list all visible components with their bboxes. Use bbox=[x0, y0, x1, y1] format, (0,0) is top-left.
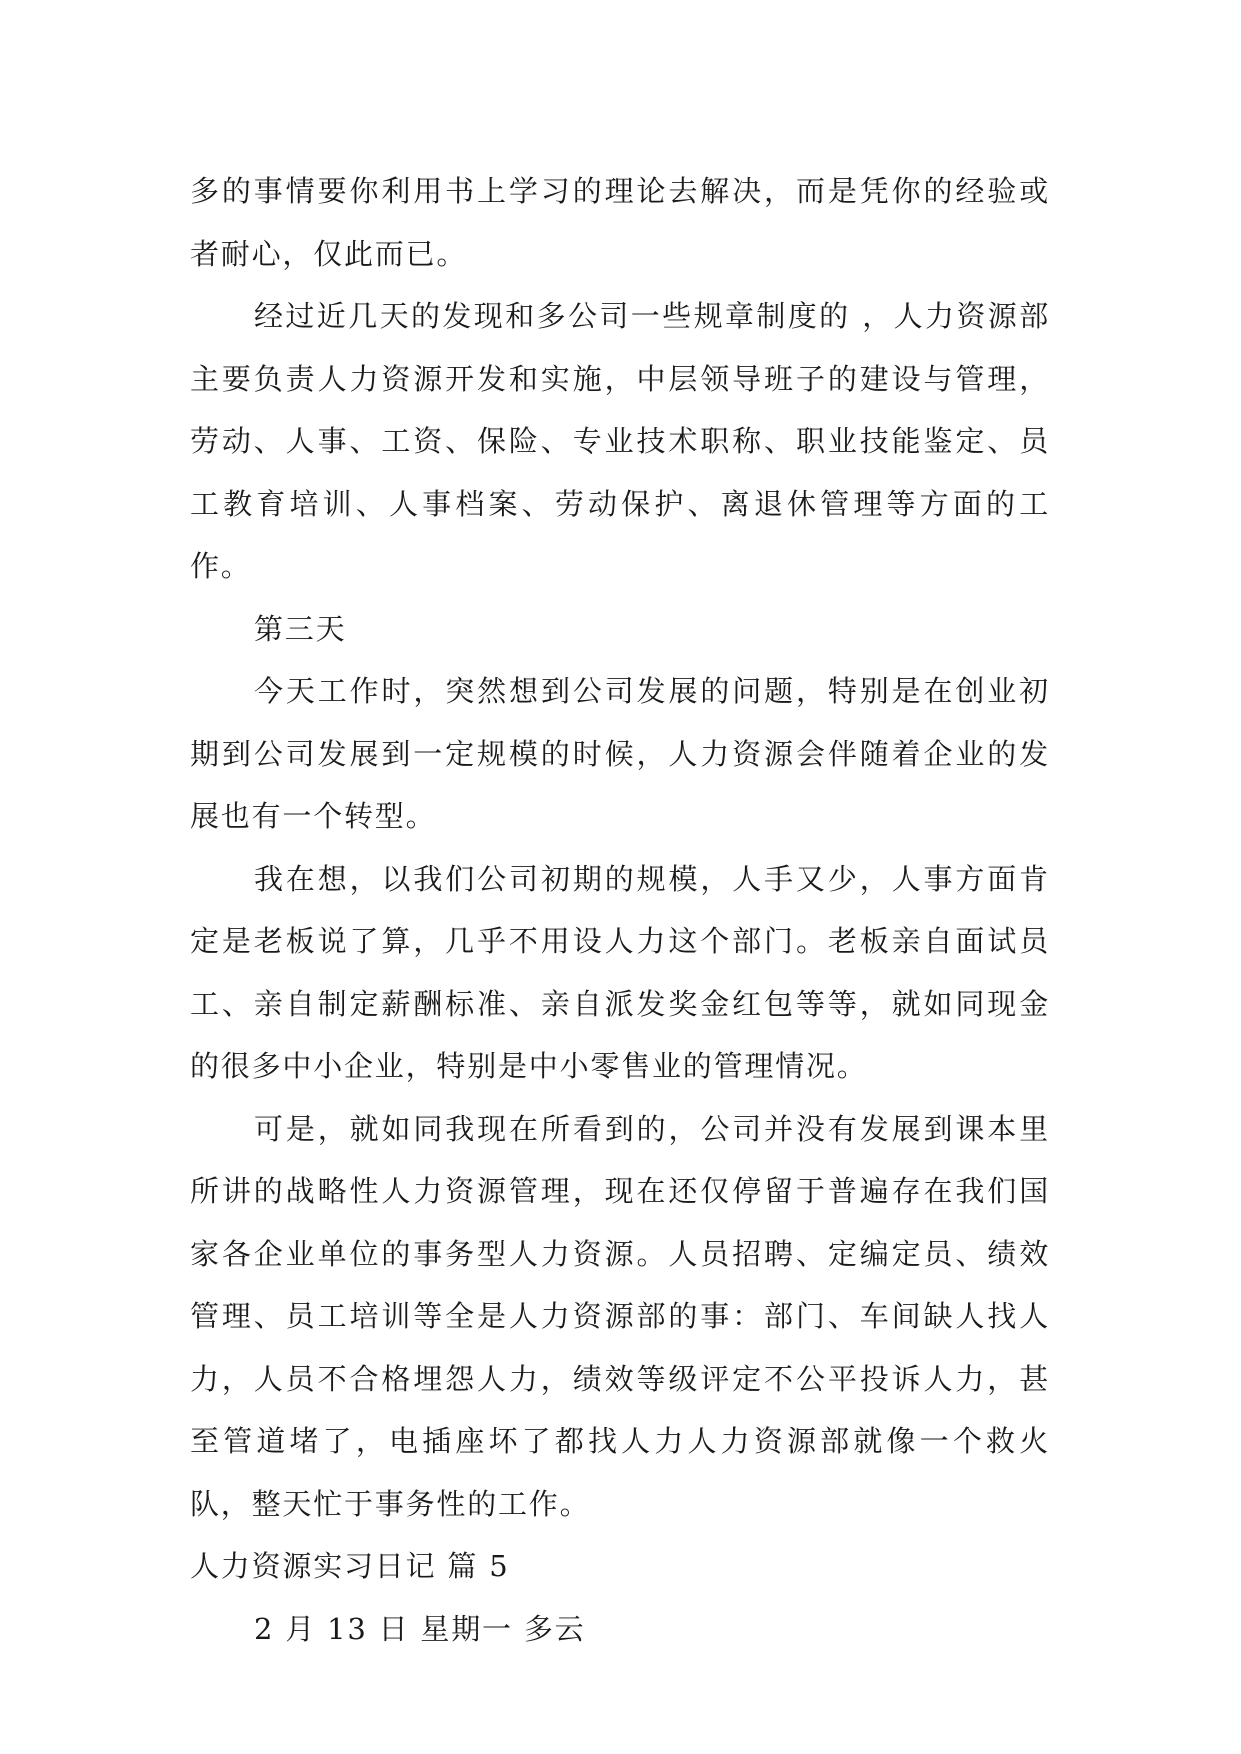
date-line: 2 月 13 日 星期一 多云 bbox=[254, 1611, 586, 1646]
paragraph-early-stage: 我在想，以我们公司初期的规模，人手又少，人事方面肯定是老板说了算，几乎不用设人力这个部门。老板亲自面试员工、亲自制定薪酬标准、亲自派发奖金红包等等，就如同现金的很多中小企业，特别是中小零售业的管理情况。 bbox=[190, 861, 1050, 1083]
day-heading: 第三天 bbox=[254, 611, 347, 646]
paragraph-continuation: 多的事情要你利用书上学习的理论去解决，而是凭你的经验或者耐心，仅此而已。 bbox=[190, 174, 1050, 271]
document-body bbox=[190, 160, 1050, 1660]
paragraph-current-state: 可是，就如同我现在所看到的，公司并没有发展到课本里所讲的战略性人力资源管理，现在还仅停留于普遍存在我们国家各企业单位的事务型人力资源。人员招聘、定编定员、绩效管理、员工培训等全是人力资源部的事：部门、车间缺人找人力，人员不合格埋怨人力，绩效等级评定不公平投诉人力，甚至管道堵了，电插座坏了都找人力人力资源部就像一个救火队，整天忙于事务性的工作。 bbox=[190, 1111, 1050, 1521]
paragraph-hr-duties: 经过近几天的发现和多公司一些规章制度的 ，人力资源部主要负责人力资源开发和实施，中层领导班子的建设与管理，劳动、人事、工资、保险、专业技术职称、职业技能鉴定、员工教育培训、人事档案、劳动保护、离退休管理等方面的工作。 bbox=[190, 299, 1050, 583]
paragraph-company-development: 今天工作时，突然想到公司发展的问题，特别是在创业初期到公司发展到一定规模的时候，人力资源会伴随着企业的发展也有一个转型。 bbox=[190, 674, 1050, 833]
section-heading: 人力资源实习日记 篇 5 bbox=[190, 1549, 510, 1583]
